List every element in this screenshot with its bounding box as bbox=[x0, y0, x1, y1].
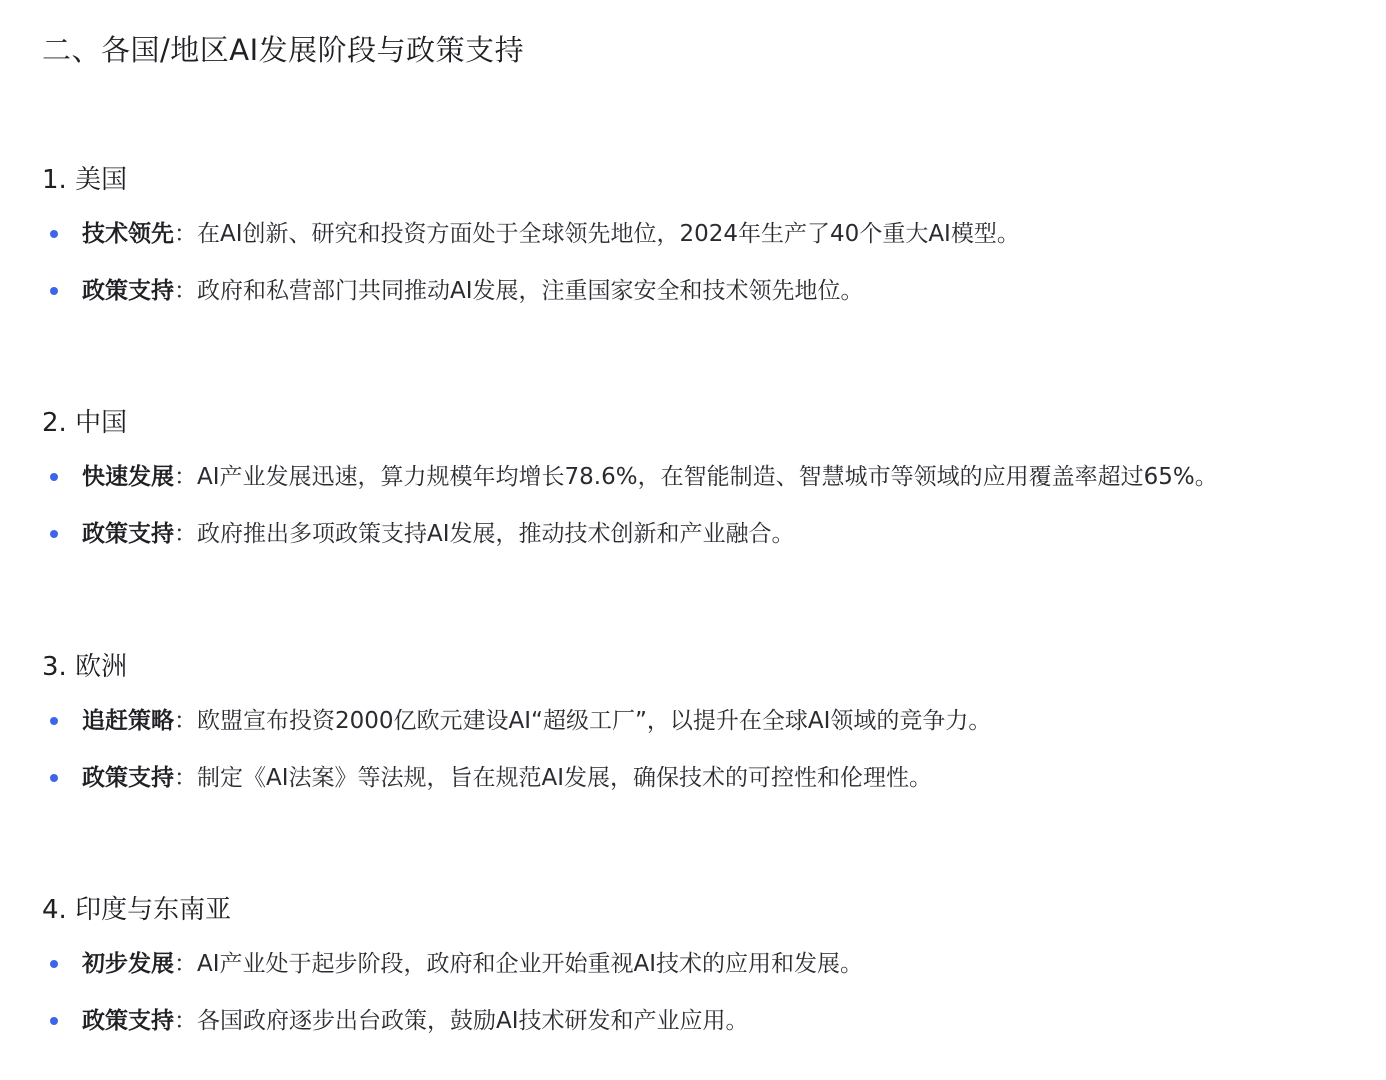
item-text: 欧盟宣布投资2000亿欧元建设AI“超级工厂”，以提升在全球AI领域的竞争力。 bbox=[197, 708, 992, 734]
bullet-icon bbox=[50, 717, 58, 725]
item-text: 制定《AI法案》等法规，旨在规范AI发展，确保技术的可控性和伦理性。 bbox=[197, 765, 933, 791]
list-item bbox=[42, 457, 1362, 514]
item-label: 快速发展 bbox=[82, 464, 174, 490]
item-label: 政策支持 bbox=[82, 1008, 174, 1034]
region-china bbox=[42, 405, 1362, 571]
list-item bbox=[42, 701, 1362, 758]
item-separator: ： bbox=[174, 708, 197, 734]
item-separator: ： bbox=[174, 951, 197, 977]
region-europe bbox=[42, 649, 1362, 815]
item-text: 各国政府逐步出台政策，鼓励AI技术研发和产业应用。 bbox=[197, 1008, 749, 1034]
region-title: 3. 欧洲 bbox=[42, 652, 128, 682]
item-text: 政府和私营部门共同推动AI发展，注重国家安全和技术领先地位。 bbox=[197, 278, 864, 304]
item-text: 在AI创新、研究和投资方面处于全球领先地位，2024年生产了40个重大AI模型。 bbox=[197, 221, 1020, 247]
region-title: 1. 美国 bbox=[42, 165, 128, 195]
bullet-icon bbox=[50, 473, 58, 481]
region-usa bbox=[42, 162, 1362, 328]
region-list bbox=[42, 214, 1362, 328]
item-label: 政策支持 bbox=[82, 765, 174, 791]
item-label: 政策支持 bbox=[82, 521, 174, 547]
item-separator: ： bbox=[174, 521, 197, 547]
region-list bbox=[42, 457, 1362, 571]
list-item bbox=[42, 758, 1362, 815]
bullet-icon bbox=[50, 1017, 58, 1025]
list-item bbox=[42, 271, 1362, 328]
document-page bbox=[42, 0, 1362, 1080]
bullet-icon bbox=[50, 960, 58, 968]
section-heading: 二、各国/地区AI发展阶段与政策支持 bbox=[42, 33, 525, 67]
item-separator: ： bbox=[174, 464, 197, 490]
region-india-southeast-asia bbox=[42, 892, 1362, 1058]
item-text: AI产业处于起步阶段，政府和企业开始重视AI技术的应用和发展。 bbox=[197, 951, 864, 977]
list-item bbox=[42, 944, 1362, 1001]
bullet-icon bbox=[50, 530, 58, 538]
item-separator: ： bbox=[174, 765, 197, 791]
region-list bbox=[42, 701, 1362, 815]
item-label: 追赶策略 bbox=[82, 708, 174, 734]
item-label: 技术领先 bbox=[82, 221, 174, 247]
bullet-icon bbox=[50, 287, 58, 295]
item-label: 初步发展 bbox=[82, 951, 174, 977]
item-separator: ： bbox=[174, 278, 197, 304]
list-item bbox=[42, 514, 1362, 571]
region-list bbox=[42, 944, 1362, 1058]
region-title: 4. 印度与东南亚 bbox=[42, 895, 232, 925]
item-separator: ： bbox=[174, 221, 197, 247]
bullet-icon bbox=[50, 774, 58, 782]
bullet-icon bbox=[50, 230, 58, 238]
item-text: AI产业发展迅速，算力规模年均增长78.6%，在智能制造、智慧城市等领域的应用覆盖率超过65%。 bbox=[197, 464, 1218, 490]
item-separator: ： bbox=[174, 1008, 197, 1034]
list-item bbox=[42, 1001, 1362, 1058]
item-text: 政府推出多项政策支持AI发展，推动技术创新和产业融合。 bbox=[197, 521, 795, 547]
list-item bbox=[42, 214, 1362, 271]
region-title: 2. 中国 bbox=[42, 408, 128, 438]
item-label: 政策支持 bbox=[82, 278, 174, 304]
